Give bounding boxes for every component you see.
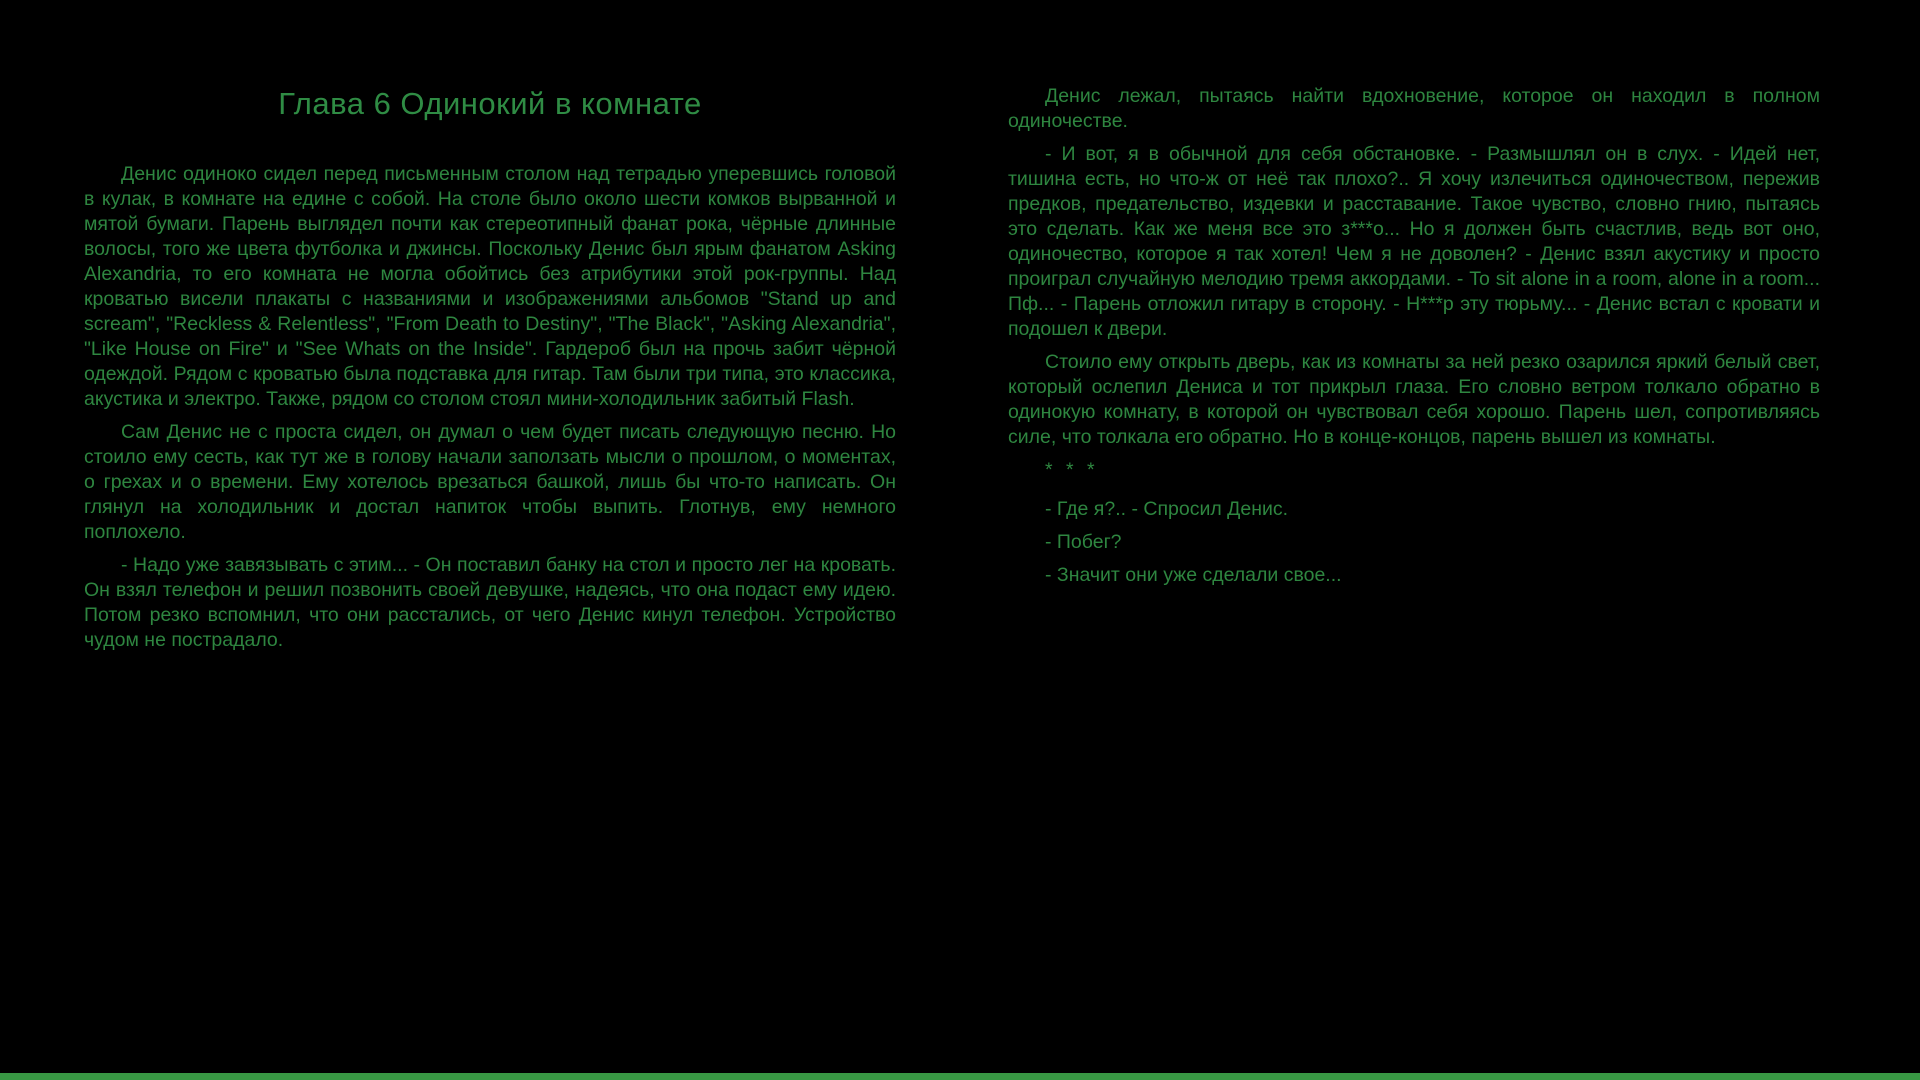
paragraph: Стоило ему открыть дверь, как из комнаты за ней резко озарился яркий белый свет, который ослепил Дениса и тот прикрыл глаза. Его словно ветром толкало обратно в одинокую комнату, в которой он чувствовал себя хорошо. Парень шел, сопротивляясь силе, что толкала его обратно. Но в конце-концов, парень вышел из комнаты. xyxy=(1008,351,1820,448)
right-page-column xyxy=(1008,84,1820,1073)
paragraph: Денис лежал, пытаясь найти вдохновение, которое он находил в полном одиночестве. xyxy=(1008,85,1820,132)
scene-separator: * * * xyxy=(1045,459,1099,481)
reading-progress-bar[interactable] xyxy=(0,1073,1920,1080)
paragraph: - Где я?.. - Спросил Денис. xyxy=(1045,498,1289,520)
left-page-column xyxy=(84,84,896,1073)
left-page-text xyxy=(84,162,896,653)
paragraph: Денис одиноко сидел перед письменным столом над тетрадью уперевшись головой в кулак, в комнате на едине с собой. На столе было около шести комков вырванной и мятой бумаги. Парень выглядел почти как стереотипный фанат рока, чёрные длинные волосы, того же цвета футболка и джинсы. Поскольку Денис был ярым фанатом Asking Alexandria, то его комната не могла обойтись без атрибутики этой рок-группы. Над кроватью висели плакаты с названиями и изображениями альбомов "Stand up and scream", "Reckless & Relentless", "From Death to Destiny", "The Black", "Asking Alexandria", "Like House on Fire" и "See Whats on the Inside". Гардероб был на прочь забит чёрной одеждой. Рядом с кроватью была подставка для гитар. Там были три типа, это классика, акустика и электро. Также, рядом со столом стоял мини-холодильник забитый Flash. xyxy=(84,163,896,410)
paragraph: - И вот, я в обычной для себя обстановке. - Размышлял он в слух. - Идей нет, тишина есть, но что-ж от неё так плохо?.. Я хочу излечиться одиночеством, пережив предков, предательство, издевки и расставание. Такое чувство, словно гнию, пытаясь это сделать. Как же меня все это з***о... Но я должен быть счастлив, ведь вот оно, одиночество, которое я так хотел! Чем я не доволен? - Денис взял акустику и просто проиграл случайную мелодию тремя аккордами. - To sit alone in a room, alone in a room... Пф... - Парень отложил гитару в сторону. - Н***р эту тюрьму... - Денис встал с кровати и подошел к двери. xyxy=(1008,143,1820,340)
paragraph: - Побег? xyxy=(1045,531,1122,553)
paragraph: - Значит они уже сделали свое... xyxy=(1045,564,1342,586)
paragraph: Сам Денис не с проста сидел, он думал о чем будет писать следующую песню. Но стоило ему сесть, как тут же в голову начали заползать мысли о прошлом, о моментах, о грехах и о времени. Ему хотелось врезаться башкой, лишь бы что-то написать. Он глянул на холодильник и достал напиток чтобы выпить. Глотнув, ему немного поплохело. xyxy=(84,421,896,543)
chapter-title: Глава 6 Одинокий в комнате xyxy=(278,86,702,121)
paragraph: - Надо уже завязывать с этим... - Он поставил банку на стол и просто лег на кровать. Он взял телефон и решил позвонить своей девушке, надеясь, что она подаст ему идею. Потом резко вспомнил, что они расстались, от чего Денис кинул телефон. Устройство чудом не пострадало. xyxy=(84,554,896,651)
dialogue-lines xyxy=(1008,497,1820,588)
right-page-text xyxy=(1008,84,1820,450)
